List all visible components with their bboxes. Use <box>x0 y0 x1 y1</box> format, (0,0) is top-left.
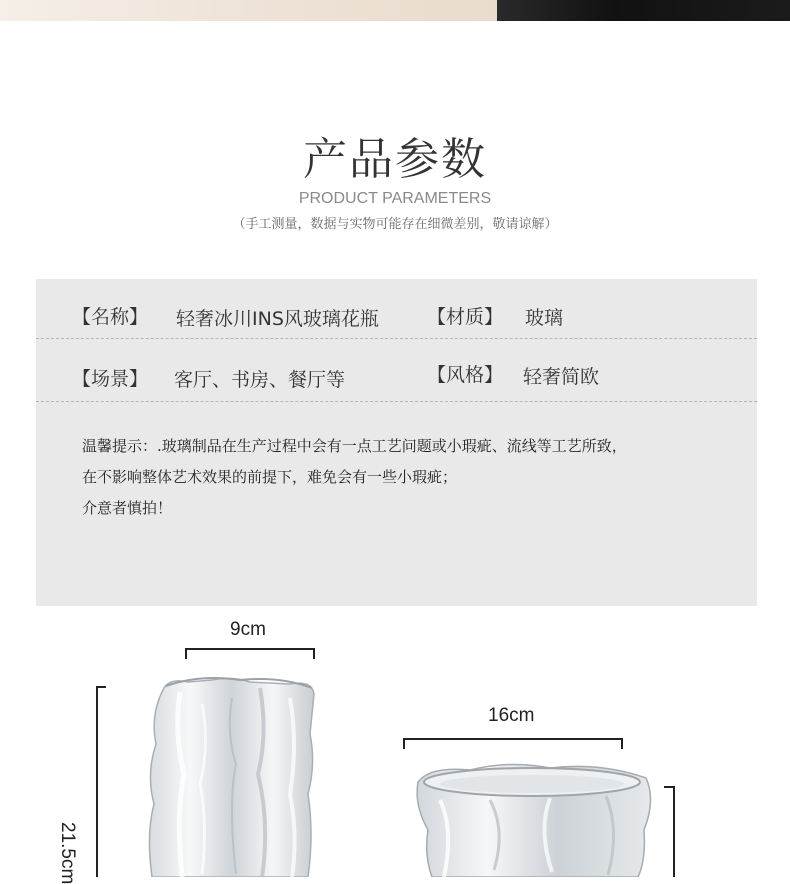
tall-vase-height-line <box>96 686 98 877</box>
tall-vase-height-tick <box>96 686 106 688</box>
material-value: 玻璃 <box>525 307 564 329</box>
scene-value: 客厅、书房、餐厅等 <box>174 369 346 391</box>
tall-glass-vase-image <box>140 674 330 877</box>
material-label: 【材质】 <box>427 306 504 328</box>
bowl-vase-width-bracket <box>403 738 623 749</box>
tips-line: 介意者慎拍！ <box>82 499 173 517</box>
tips-line: 温馨提示：.玻璃制品在生产过程中会有一点工艺问题或小瑕疵、流线等工艺所致， <box>82 437 627 455</box>
divider-line <box>36 338 757 339</box>
bowl-vase-height-tick <box>664 786 674 788</box>
bowl-vase-width-label: 16cm <box>488 705 535 726</box>
bowl-vase-height-line <box>673 786 675 877</box>
banner-dark-area <box>497 0 790 21</box>
bowl-glass-vase-image <box>410 760 660 877</box>
section-subtitle: PRODUCT PARAMETERS <box>298 190 492 207</box>
name-label: 【名称】 <box>72 306 149 328</box>
style-label: 【风格】 <box>427 364 504 386</box>
tall-vase-width-label: 9cm <box>230 619 266 640</box>
warm-tips <box>82 431 627 524</box>
tall-vase-width-bracket <box>185 648 315 659</box>
scene-label: 【场景】 <box>72 368 149 390</box>
measurement-note: （手工测量，数据与实物可能存在细微差别，敬请谅解） <box>232 217 558 232</box>
banner-light-area <box>0 0 497 21</box>
section-title: 产品参数 <box>303 134 487 185</box>
top-banner-image <box>0 0 790 21</box>
style-value: 轻奢简欧 <box>523 366 600 388</box>
divider-line <box>36 401 757 402</box>
tall-vase-height-label: 21.5cm <box>57 822 78 884</box>
name-value: 轻奢冰川INS风玻璃花瓶 <box>176 308 379 330</box>
tips-line: 在不影响整体艺术效果的前提下，难免会有一些小瑕疵； <box>82 468 458 486</box>
